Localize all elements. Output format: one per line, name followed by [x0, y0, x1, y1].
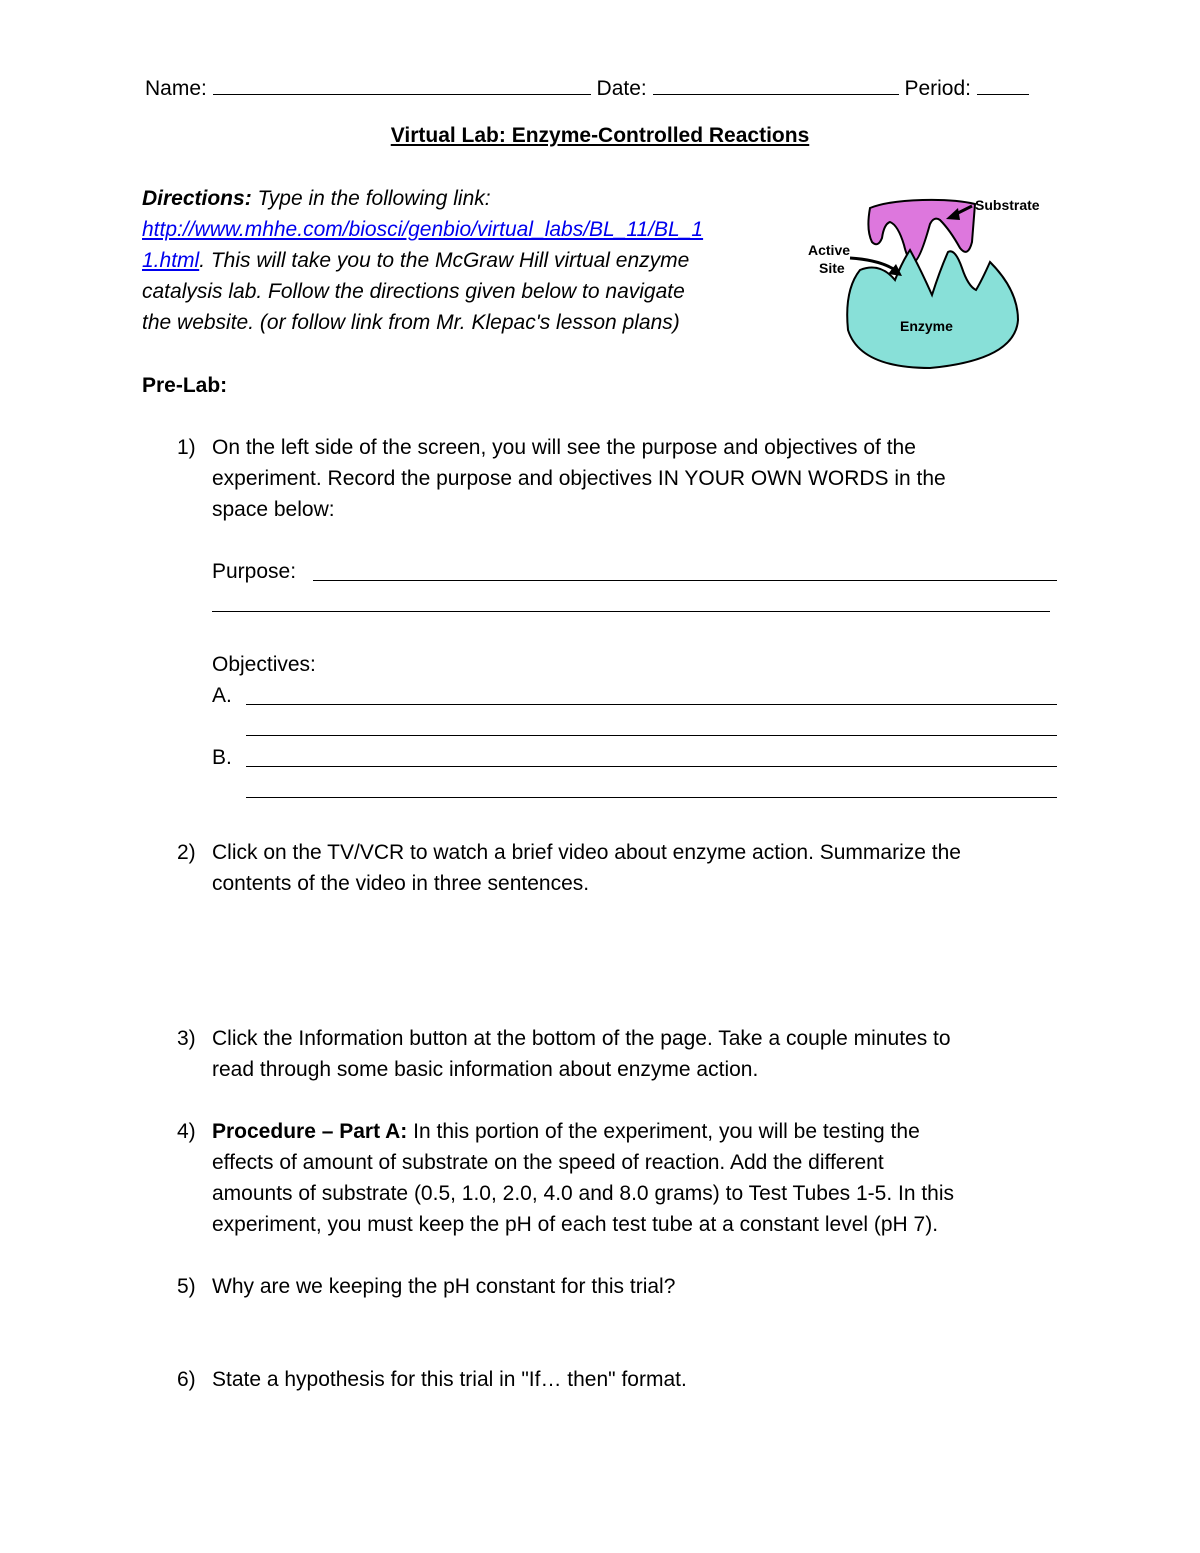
enzyme-substrate-diagram — [800, 190, 1070, 375]
q4-text-1-rest: In this portion of the experiment, you will be testing the — [407, 1120, 920, 1143]
directions-label: Directions: — [142, 187, 252, 210]
active-label: Active — [808, 242, 851, 258]
q1-number: 1) — [177, 436, 196, 459]
lab-link-part-1[interactable]: http://www.mhhe.com/biosci/genbio/virtual_labs/BL_11/BL_1 — [142, 218, 704, 241]
q5-number: 5) — [177, 1275, 196, 1298]
date-blank[interactable] — [653, 72, 899, 95]
substrate-label: Substrate — [975, 197, 1040, 213]
purpose-answer-line-2[interactable] — [212, 611, 1050, 612]
lab-link-part-2[interactable]: 1.html — [142, 249, 200, 272]
directions-line-3 — [142, 245, 689, 276]
period-label: Period: — [904, 77, 971, 100]
objective-a-answer-line-1[interactable] — [246, 704, 1057, 705]
q1-text-1: On the left side of the screen, you will see the purpose and objectives of the — [212, 436, 916, 459]
purpose-answer-line-1[interactable] — [313, 580, 1057, 581]
q6-text-1: State a hypothesis for this trial in "If… then" format. — [212, 1368, 687, 1391]
q3-number: 3) — [177, 1027, 196, 1050]
purpose-label: Purpose: — [212, 560, 297, 583]
directions-text-2: . This will take you to the McGraw Hill virtual enzyme — [199, 249, 690, 272]
q4-text-3: amounts of substrate (0.5, 1.0, 2.0, 4.0 and 8.0 grams) to Test Tubes 1-5. In this — [212, 1182, 955, 1205]
q4-text-2: effects of amount of substrate on the speed of reaction. Add the different — [212, 1151, 884, 1174]
q2-number: 2) — [177, 841, 196, 864]
objective-b-answer-line-1[interactable] — [246, 766, 1057, 767]
q4-text-1 — [212, 1116, 920, 1147]
directions-text-1: Type in the following link: — [257, 187, 491, 210]
q6-number: 6) — [177, 1368, 196, 1391]
objective-b-label: B. — [212, 746, 232, 769]
directions-line-5: the website. (or follow link from Mr. Klepac's lesson plans) — [142, 311, 680, 334]
date-label: Date: — [596, 77, 647, 100]
q1-text-2: experiment. Record the purpose and objectives IN YOUR OWN WORDS in the — [212, 467, 946, 490]
objectives-label: Objectives: — [212, 653, 316, 676]
q4-text-4: experiment, you must keep the pH of each test tube at a constant level (pH 7). — [212, 1213, 939, 1236]
name-label: Name: — [145, 77, 207, 100]
directions-line-4: catalysis lab. Follow the directions given below to navigate — [142, 280, 685, 303]
q2-text-2: contents of the video in three sentences. — [212, 872, 590, 895]
directions-line-1 — [142, 183, 491, 214]
q5-text-1: Why are we keeping the pH constant for this trial? — [212, 1275, 676, 1298]
q3-text-1: Click the Information button at the bottom of the page. Take a couple minutes to — [212, 1027, 951, 1050]
site-label: Site — [819, 260, 845, 276]
q4-number: 4) — [177, 1120, 196, 1143]
substrate-shape — [868, 200, 975, 262]
name-blank[interactable] — [213, 72, 591, 95]
prelab-heading: Pre-Lab: — [142, 374, 228, 397]
enzyme-label: Enzyme — [900, 318, 953, 334]
q4-procedure-label: Procedure – Part A: — [212, 1120, 408, 1143]
objective-a-label: A. — [212, 684, 232, 707]
objective-b-answer-line-2[interactable] — [246, 797, 1057, 798]
q3-text-2: read through some basic information about enzyme action. — [212, 1058, 759, 1081]
page-title: Virtual Lab: Enzyme-Controlled Reactions — [390, 124, 810, 147]
period-blank[interactable] — [977, 72, 1029, 95]
q2-text-1: Click on the TV/VCR to watch a brief video about enzyme action. Summarize the — [212, 841, 961, 864]
objective-a-answer-line-2[interactable] — [246, 735, 1057, 736]
header-line — [145, 72, 1029, 103]
enzyme-shape — [847, 250, 1018, 368]
directions-line-2 — [142, 214, 703, 245]
q1-text-3: space below: — [212, 498, 335, 521]
